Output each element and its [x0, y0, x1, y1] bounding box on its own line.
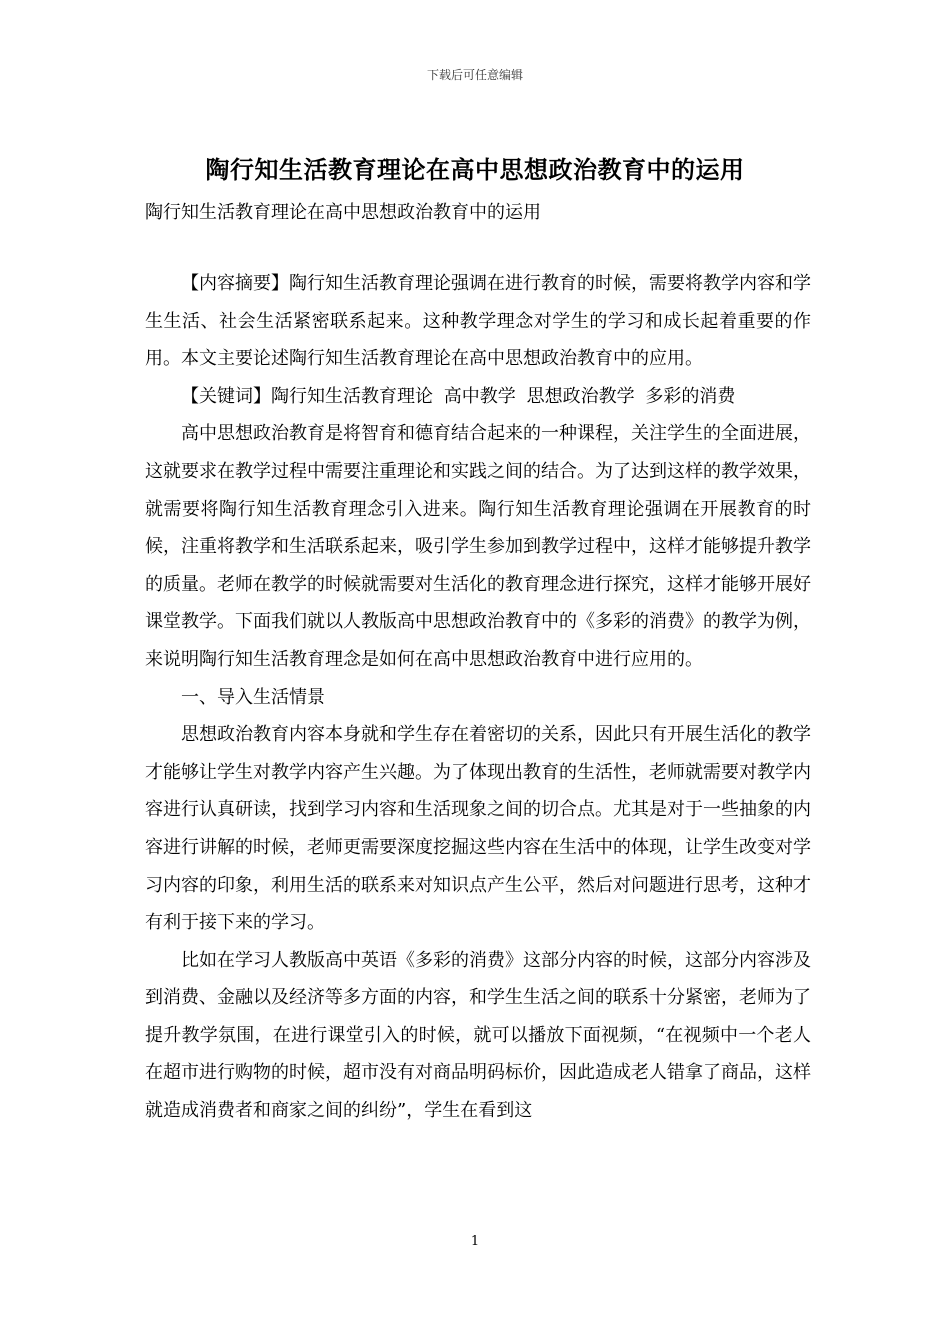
document-subtitle: 陶行知生活教育理论在高中思想政治教育中的运用 — [145, 202, 541, 223]
header-note: 下载后可任意编辑 — [426, 68, 523, 82]
section-heading: 一、导入生活情景 — [181, 686, 325, 708]
intro-paragraph: 高中思想政治教育是将智育和德育结合起来的一种课程，关注学生的全面进展，这就要求在教学过程中需要注重理论和实践之间的结合。为了达到这样的教学效果，就需要将陶行知生活教育理念引入进来。陶行知生活教育理论强调在开展教育的时候，注重将教学和生活联系起来，吸引学生参加到教学过程中，这样才能够提升教学的质量。老师在教学的时候就需要对生活化的教育理念进行探究，这样才能够开展好课堂教学。下面我们就以人教版高中思想政治教育中的《多彩的消费》的教学为例，来说明陶行知生活教育理念是如何在高中思想政治教育中进行应用的。 — [145, 423, 811, 670]
keywords-paragraph — [145, 378, 811, 416]
keyword-item: 陶行知生活教育理论 — [271, 385, 433, 407]
section-paragraph-2: 比如在学习人教版高中英语《多彩的消费》这部分内容的时候，这部分内容涉及到消费、金融以及经济等多方面的内容，和学生生活之间的联系十分紧密，老师为了提升教学氛围，在进行课堂引入的时候，就可以播放下面视频，“在视频中一个老人在超市进行购物的时候，超市没有对商品明码标价，因此造成老人错拿了商品，这样就造成消费者和商家之间的纠纷”，学生在看到这 — [145, 949, 811, 1122]
section-paragraph-1: 思想政治教育内容本身就和学生存在着密切的关系，因此只有开展生活化的教学才能够让学生对教学内容产生兴趣。为了体现出教育的生活性，老师就需要对教学内容进行认真研读，找到学习内容和生活现象之间的切合点。尤其是对于一些抽象的内容进行讲解的时候，老师更需要深度挖掘这些内容在生活中的体现，让学生改变对学习内容的印象，利用生活的联系来对知识点产生公平，然后对问题进行思考，这种才有利于接下来的学习。 — [145, 724, 811, 934]
keyword-item: 多彩的消费 — [645, 385, 736, 407]
keyword-item: 高中教学 — [443, 385, 516, 407]
abstract-paragraph: 【内容摘要】陶行知生活教育理论强调在进行教育的时候，需要将教学内容和学生生活、社会生活紧密联系起来。这种教学理念对学生的学习和成长起着重要的作用。本文主要论述陶行知生活教育理论在高中思想政治教育中的应用。 — [145, 273, 811, 370]
keyword-item: 思想政治教学 — [526, 385, 635, 407]
page-number: 1 — [470, 1234, 480, 1249]
document-body — [145, 265, 811, 1130]
keywords-label: 【关键词】 — [181, 385, 271, 407]
document-title: 陶行知生活教育理论在高中思想政治教育中的运用 — [205, 155, 745, 184]
